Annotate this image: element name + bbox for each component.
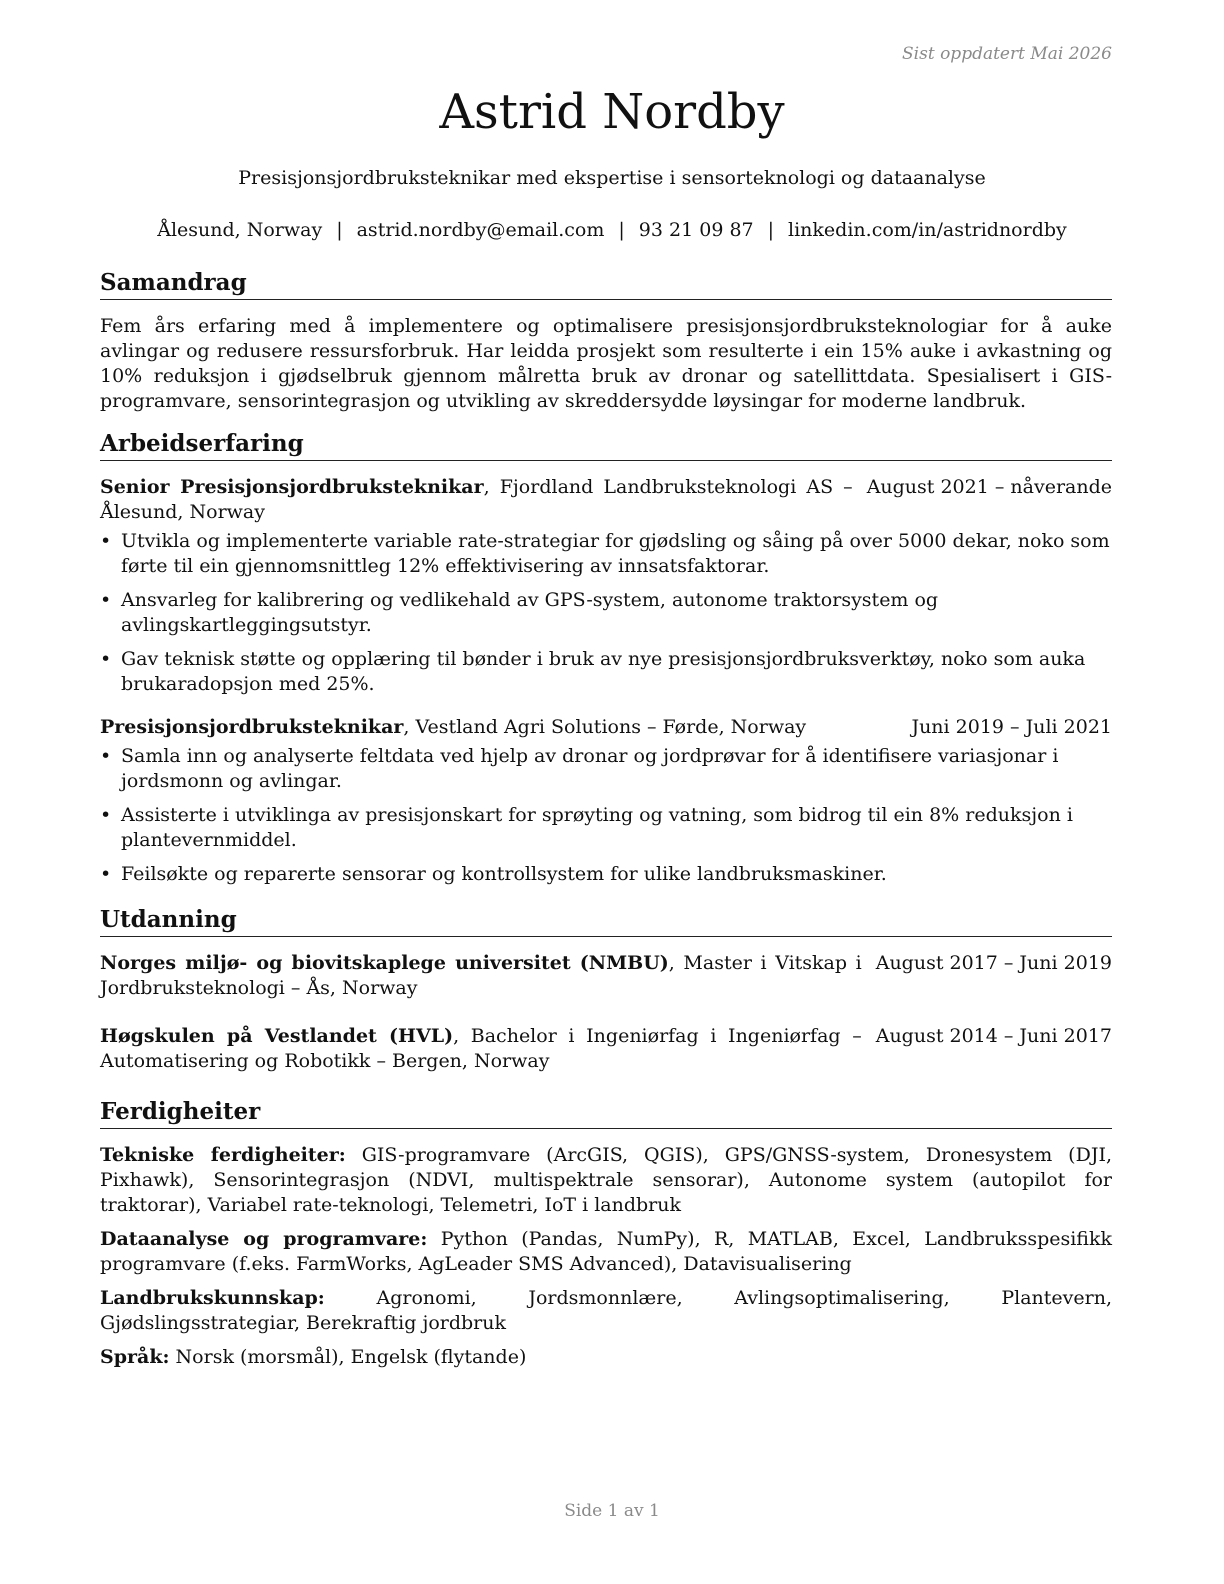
job-role: Presisjonsjordbruksteknikar [100,716,404,738]
experience-section [100,429,1112,887]
job-dates: August 2021 – nåverande [866,476,1112,498]
bullet-text: Gav teknisk støtte og opplæring til bønder i bruk av nye presisjonsjordbruksverktøy, noko som auka brukaradopsjon med 25%. [121,648,1086,695]
job-entry [100,475,1112,697]
job-title-line [100,715,911,740]
section-title: Ferdigheiter [100,1097,1112,1129]
bullet-icon: • [100,530,112,552]
skill-label: Dataanalyse og programvare: [100,1228,428,1250]
list-item [100,588,1112,638]
bullet-text: Assisterte i utviklinga av presisjonskart for sprøyting og vatning, som bidrog til ein 8% reduksjon i plantevernmiddel. [121,804,1073,851]
degree-details: , Master i Vitskap i Jordbruksteknologi – Ås, Norway [100,952,862,999]
job-bullets [100,744,1112,887]
bullet-icon: • [100,589,112,611]
list-item [100,744,1112,794]
job-details: , Fjordland Landbruksteknologi AS – Ålesund, Norway [100,476,853,523]
degree-details: , Bachelor i Ingeniørfag i Ingeniørfag – Automatisering og Robotikk – Bergen, Norway [100,1025,862,1072]
job-header [100,475,1112,525]
contact-linkedin[interactable]: linkedin.com/in/astridnordby [788,219,1067,241]
skill-label: Språk: [100,1346,170,1368]
list-item [100,647,1112,697]
job-header [100,715,1112,740]
contact-phone: 93 21 09 87 [638,219,754,241]
skill-row [100,1227,1112,1277]
school-name: Høgskulen på Vestlandet (HVL) [100,1025,454,1047]
section-title: Arbeidserfaring [100,429,1112,461]
list-item [100,529,1112,579]
bullet-text: Samla inn og analyserte feltdata ved hjelp av dronar og jordprøvar for å identifisere variasjonar i jordsmonn og avlingar. [121,745,1059,792]
separator: | [618,219,625,241]
bullet-text: Utvikla og implementerte variable rate-strategiar for gjødsling og såing på over 5000 dekar, noko som førte til ein gjennomsnittleg 12% effektivisering av innsatsfaktorar. [121,530,1110,577]
separator: | [336,219,343,241]
education-title-line [100,1024,876,1074]
skill-text: Norsk (morsmål), Engelsk (flytande) [169,1346,527,1368]
section-title: Samandrag [100,268,1112,300]
contact-email[interactable]: astrid.nordby@email.com [356,219,605,241]
bullet-text: Ansvarleg for kalibrering og vedlikehald av GPS-system, autonome traktorsystem og avlingskartleggingsutstyr. [121,589,939,636]
list-item [100,862,1112,887]
skill-row [100,1345,1112,1370]
skill-text: GIS-programvare (ArcGIS, QGIS), GPS/GNSS-system, Dronesystem (DJI, Pixhawk), Sensorintegrasjon (NDVI, multispektrale sensorar), Autonome system (autopilot for traktorar), Variabel rate-teknologi, Telemetri, IoT i landbruk [100,1144,1112,1216]
list-item [100,803,1112,853]
skill-text: Python (Pandas, NumPy), R, MATLAB, Excel, Landbruksspesifikk programvare (f.eks. FarmWorks, AgLeader SMS Advanced), Datavisualisering [100,1228,1113,1275]
education-dates: August 2014 – Juni 2017 [875,1025,1112,1047]
education-header [100,1024,1112,1074]
bullet-icon: • [100,804,112,826]
education-entry [100,951,1112,1001]
education-dates: August 2017 – Juni 2019 [875,952,1112,974]
last-updated-note: Sist oppdatert Mai 2026 [902,44,1112,64]
bullet-icon: • [100,745,112,767]
summary-section [100,268,1112,414]
education-title-line [100,951,876,1001]
job-role: Senior Presisjonsjordbruksteknikar [100,476,484,498]
skill-text: Agronomi, Jordsmonnlære, Avlingsoptimalisering, Plantevern, Gjødslingsstrategiar, Berekraftig jordbruk [100,1287,1112,1334]
section-title: Utdanning [100,905,1112,937]
contact-line [0,219,1224,241]
summary-text: Fem års erfaring med å implementere og optimalisere presisjonsjordbruksteknologiar for å auke avlingar og redusere ressursforbruk. Har leidda prosjekt som resulterte i ein 15% auke i avkastning og 10% reduksjon i gjødselbruk gjennom målretta bruk av dronar og satellittdata. Spesialisert i GIS-programvare, sensorintegrasjon og utvikling av skreddersydde løysingar for moderne landbruk. [100,315,1112,412]
skill-row [100,1286,1112,1336]
skill-label: Tekniske ferdigheiter: [100,1144,346,1166]
separator: | [767,219,775,241]
contact-location: Ålesund, Norway [157,219,323,241]
job-title-line [100,475,867,525]
bullet-icon: • [100,648,112,670]
skills-section [100,1097,1112,1370]
education-section [100,905,1112,1074]
education-entry [100,1024,1112,1074]
job-dates: Juni 2019 – Juli 2021 [911,716,1112,738]
job-details: , Vestland Agri Solutions – Førde, Norway [403,716,807,738]
job-entry [100,715,1112,887]
tagline: Presisjonsjordbruksteknikar med ekspertise i sensorteknologi og dataanalyse [238,167,986,189]
candidate-name: Astrid Nordby [439,84,785,140]
skill-label: Landbrukskunnskap: [100,1287,325,1309]
skill-row [100,1143,1112,1218]
page-number: Side 1 av 1 [564,1501,660,1521]
resume-body [100,268,1112,1379]
job-bullets [100,529,1112,697]
school-name: Norges miljø- og biovitskaplege universitet (NMBU) [100,952,669,974]
bullet-text: Feilsøkte og reparerte sensorar og kontrollsystem for ulike landbruksmaskiner. [121,863,887,885]
education-header [100,951,1112,1001]
bullet-icon: • [100,863,112,885]
